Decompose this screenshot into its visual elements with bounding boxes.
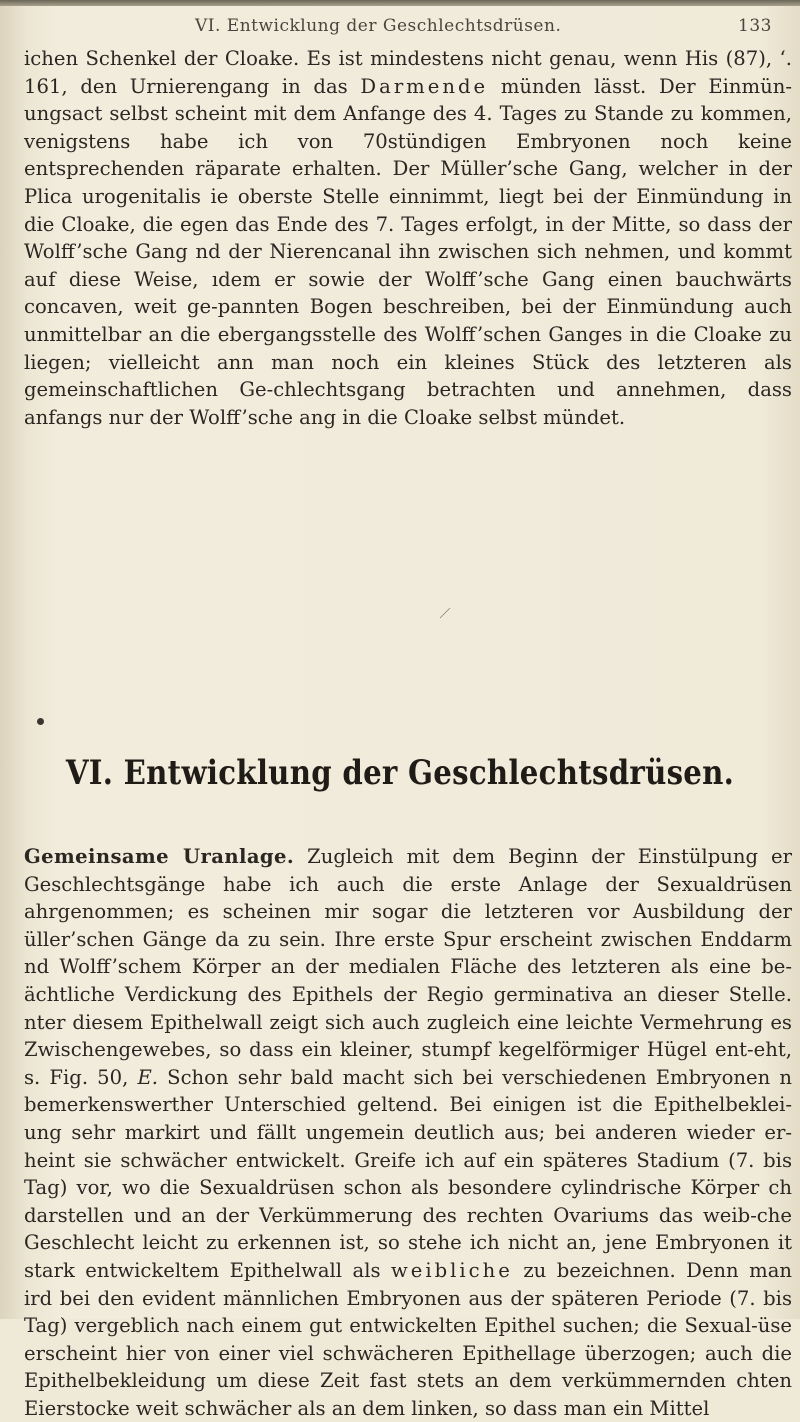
emphasis-darmende: Darmende (360, 74, 489, 98)
paragraph-gemeinsame-uranlage (24, 843, 792, 1422)
paragraph2-text-1: Zugleich mit dem Beginn der Einstülpung er Geschlechtsgänge habe ich auch die erste Anlage der Sexualdrüsen ahrgenommen; es scheinen mir sogar die letzteren vor Ausbildung der üller’schen Gänge da zu sein. Ihre erste Spur erscheint zwischen Enddarm nd Wolff’schem Körper an der medialen Fläche des letzteren als eine be-ächtliche Verdickung des Epithels der Regio germinativa an dieser Stelle. nter diesem Epithelwall zeigt sich auch zugleich eine leichte Vermehrung es Zwischengewebes, so dass ein kleiner, stumpf kegelförmiger Hügel ent-eht, s. Fig. 50, (24, 845, 793, 1089)
figure-reference: E. (137, 1065, 159, 1089)
stray-mark (438, 606, 452, 620)
running-header (195, 8, 772, 38)
running-title: VI. Entwicklung der Geschlechtsdrüsen. (195, 16, 562, 36)
section-heading: VI. Entwicklung der Geschlechtsdrüsen. (65, 753, 735, 793)
paragraph1-text-1: ichen Schenkel der Cloake. Es ist mindestens nicht genau, wenn His (87), ‘. 161, den Urnierengang in das (24, 47, 792, 98)
paragraph-continued (24, 45, 792, 431)
paragraph-lead: Gemeinsame Uranlage. (24, 845, 295, 868)
margin-dot (37, 718, 44, 725)
emphasis-weibliche: weibliche (390, 1258, 513, 1282)
paragraph2-text-2: Schon sehr bald macht sich bei verschiedenen Embryonen n bemerkenswerther Unterschied geltend. Bei einigen ist die Epithelbeklei-ung sehr markirt und fällt ungemein deutlich aus; bei anderen wieder er-heint sie schwächer entwickelt. Greife ich auf ein späteres Stadium (7. bis Tag) vor, wo die Sexualdrüsen schon als besondere cylindrische Körper ch darstellen und an der Verkümmerung des rechten Ovariums das weib-che Geschlecht leicht zu erkennen ist, so stehe ich nicht an, jene Embryonen it stark entwickeltem Epithelwall als (24, 1065, 793, 1282)
paragraph1-text-2: münden lässt. Der Einmün-ungsact selbst scheint mit dem Anfange des 4. Tages zu Stande zu kommen, venigstens habe ich von 70stündigen Embryonen noch keine entsprechenden räparate erhalten. Der Müller’sche Gang, welcher in der Plica urogenitalis ie oberste Stelle einnimmt, liegt bei der Einmündung in die Cloake, die egen das Ende des 7. Tages erfolgt, in der Mitte, so dass der Wolff’sche Gang nd der Nierencanal ihn zwischen sich nehmen, und kommt auf diese Weise, ıdem er sowie der Wolff’sche Gang einen bauchwärts concaven, weit ge-pannten Bogen beschreiben, bei der Einmündung auch unmittelbar an die ebergangsstelle des Wolff’schen Ganges in die Cloake zu liegen; vielleicht ann man noch ein kleines Stück des letzteren als gemeinschaftlichen Ge-chlechtsgang betrachten und annehmen, dass anfangs nur der Wolff’sche ang in die Cloake selbst mündet. (24, 74, 792, 429)
paragraph2-text-3: zu bezeichnen. Denn man ird bei den evident männlichen Embryonen aus der späteren Periode (7. bis Tag) vergeblich nach einem gut entwickelten Epithel suchen; die Sexual-üse erscheint hier von einer viel schwächeren Epithellage überzogen; auch die Epithelbekleidung um diese Zeit fast stets an dem verkümmernden chten Eierstocke weit schwächer als an dem linken, so dass man ein Mittel (24, 1258, 792, 1420)
page-top-edge (0, 0, 800, 6)
page-number: 133 (738, 16, 772, 36)
